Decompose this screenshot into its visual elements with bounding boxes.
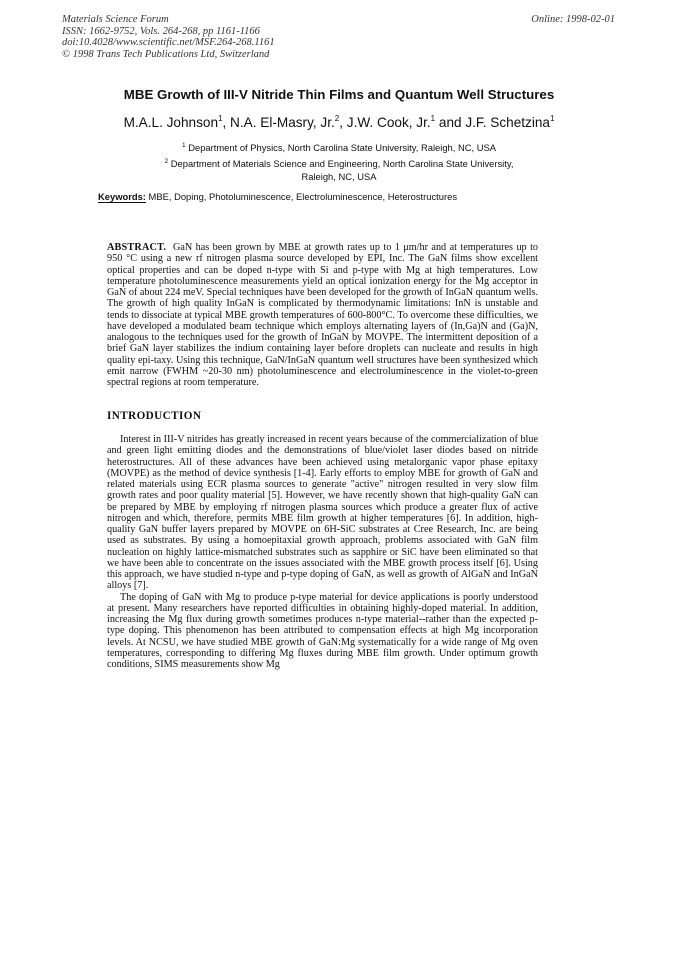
keywords-label: Keywords:: [98, 191, 146, 202]
author-separator: and: [435, 115, 466, 130]
affiliation-text: Department of Materials Science and Engineering, North Carolina State University,: [170, 158, 514, 169]
journal-name: Materials Science Forum: [62, 14, 169, 25]
affiliation-mark: 2: [164, 158, 169, 165]
author-affiliation-mark: 1: [549, 114, 555, 123]
author-separator: ,: [222, 115, 231, 130]
author-name: N.A. El-Masry, Jr.: [230, 115, 335, 130]
author-affiliation-mark: 2: [334, 114, 340, 123]
paragraph: Interest in III-V nitrides has greatly increased in recent years because of the commercialization of blue and green light emitting diodes and the demonstrations of blue/violet laser diodes based on nitride heterostructures. All of these advances have been achieved using metalorganic vapor phase epitaxy (MOVPE) as the method of device synthesis [1-4]. Early efforts to employ MBE for growth of GaN and related materials using ECR plasma sources to generate "active" nitrogen resulted in very slow film growth rates and poor quality material [5]. However, we have recently shown that high-quality GaN can be prepared by MBE by employing rf nitrogen plasma sources which produce a greater flux of active nitrogen and which, therefore, permits MBE film growth at higher temperatures [6]. In addition, high-quality GaN buffer layers prepared by MOVPE on 6H-SiC substrates at Cree Research, Inc. are being used as substrates. By using a homoepitaxial growth approach, problems associated with GaN film nucleation on highly lattice-mismatched substrates such as sapphire or SiC have been eliminated so that we have been able to concentrate on the issues associated with the MBE growth process itself [6]. Using this approach, we have studied n-type and p-type doping of GaN, as well as growth of AlGaN and InGaN alloys [7].: [107, 434, 538, 592]
keywords-line: [98, 191, 457, 202]
affiliation-text: Department of Physics, North Carolina State University, Raleigh, NC, USA: [188, 142, 496, 153]
abstract-block: [107, 242, 538, 388]
author-affiliation-mark: 1: [218, 114, 223, 123]
introduction-body: [107, 434, 538, 670]
author-affiliation-mark: 1: [430, 114, 436, 123]
issn-line: ISSN: 1662-9752, Vols. 264-268, pp 1161-1166: [62, 25, 260, 37]
abstract-text: GaN has been grown by MBE at growth rates up to 1 μm/hr and at temperatures up to 950 °C using a new rf nitrogen plasma source developed by EPI, Inc. The GaN films show excellent optical properties and can be doped n-type with Si and p-type with Mg at high temperatures. Low temperature photoluminescence measurements yield an optical ionization energy for the Mg acceptor in GaN of about 224 meV. Special techniques have been developed for the growth of InGaN quantum wells. The growth of high quality InGaN is complicated by thermodynamic limitations: InN is unstable and tends to dissociate at typical MBE growth temperatures of 600-800°C. To overcome these difficulties, we have developed a modulated beam technique which employs alternating layers of (In,Ga)N and (Ga)N, analogous to the techniques used for the growth of InGaN by MOVPE. The intermittent deposition of a brief GaN layer stabilizes the indium containing layer before droplets can nucleate and results in high quality epi-taxy. Using this technique, GaN/InGaN quantum well structures have been synthesized which emit narrow (FWHM ~20-30 nm) photoluminescence and electroluminescence in the violet-to-green spectral regions at room temperature.: [107, 242, 538, 388]
online-date: Online: 1998-02-01: [531, 14, 615, 25]
author-name: J.W. Cook, Jr.: [346, 115, 431, 130]
journal-header: [62, 14, 275, 60]
affiliation-mark: 1: [182, 142, 186, 149]
author-name: M.A.L. Johnson: [123, 115, 219, 130]
paragraph: The doping of GaN with Mg to produce p-type material for device applications is poorly understood at present. Many researchers have reported difficulties in obtaining highly-doped material. In addition, increasing the Mg flux during growth sometimes produces n-type material--rather than the expected p-type doping. This phenomenon has been attributed to compensation effects at high Mg incorporation levels. At NCSU, we have studied MBE growth of GaN:Mg systematically for a wide range of Mg oven temperatures, corresponding to differing Mg fluxes during MBE film growth. Under optimum growth conditions, SIMS measurements show Mg: [107, 591, 538, 670]
affiliation-text: Raleigh, NC, USA: [301, 171, 377, 182]
affiliation-2: [0, 155, 678, 183]
abstract-label: ABSTRACT.: [107, 242, 167, 253]
author-separator: ,: [339, 115, 347, 130]
copyright-line: © 1998 Trans Tech Publications Ltd, Switzerland: [62, 48, 270, 60]
section-heading-introduction: INTRODUCTION: [107, 410, 202, 422]
author-list: [0, 114, 678, 130]
paper-title: MBE Growth of III-V Nitride Thin Films and Quantum Well Structures: [123, 87, 555, 102]
keywords-text: MBE, Doping, Photoluminescence, Electroluminescence, Heterostructures: [148, 191, 458, 202]
doi-link[interactable]: doi:10.4028/www.scientific.net/MSF.264-268.1161: [62, 37, 275, 49]
author-name: J.F. Schetzina: [465, 115, 550, 130]
affiliation-1: [0, 139, 678, 154]
